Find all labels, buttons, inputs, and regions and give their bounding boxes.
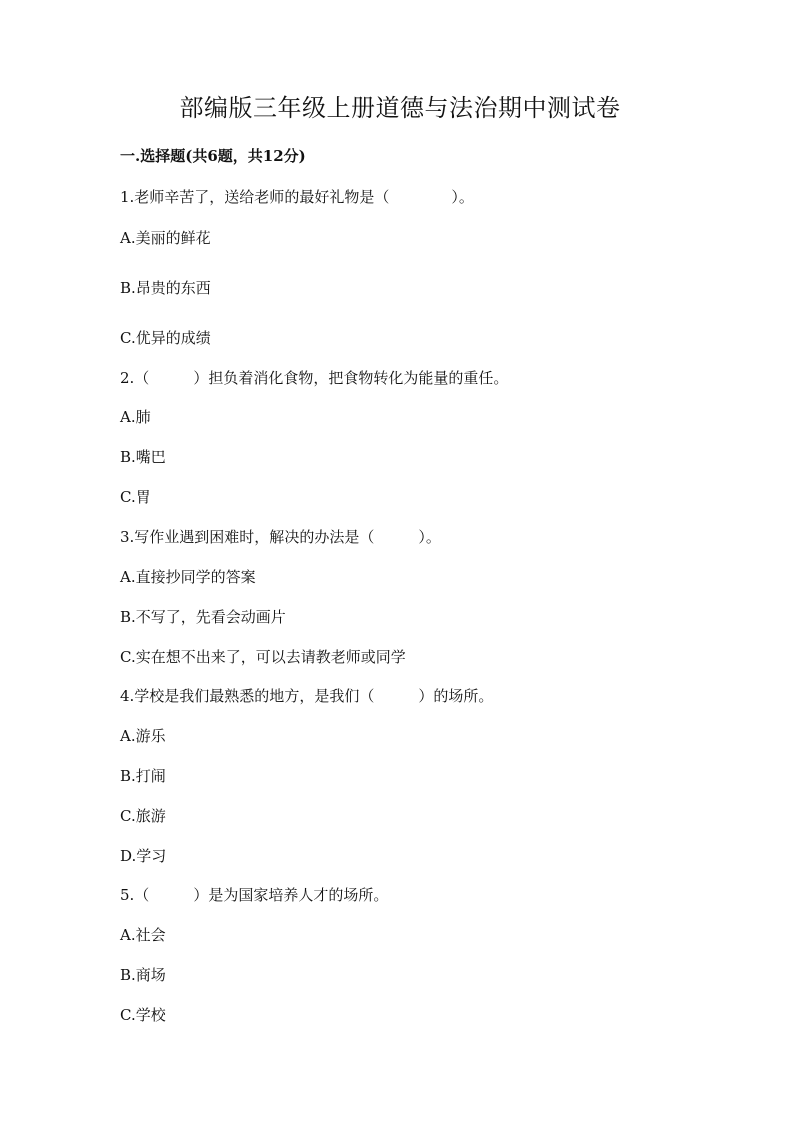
- question-stem-text: ）是为国家培养人才的场所。: [193, 886, 389, 904]
- question-2-option-a: A.肺: [120, 408, 151, 426]
- question-5-option-c: C.学校: [120, 1006, 166, 1024]
- question-stem-2: [120, 367, 508, 389]
- question-1-option-a: A.美丽的鲜花: [120, 229, 211, 247]
- question-stem-text: 2.（: [120, 369, 150, 387]
- question-5-option-a: A.社会: [120, 926, 166, 944]
- question-stem-text: 1.老师辛苦了，送给老师的最好礼物是（: [120, 188, 390, 206]
- question-1-option-b: B.昂贵的东西: [120, 279, 211, 297]
- question-4-option-c: C.旅游: [120, 807, 166, 825]
- section-heading: 一.选择题(共6题，共12分): [120, 147, 306, 165]
- question-stem-text: 5.（: [120, 886, 150, 904]
- question-1-option-c: C.优异的成绩: [120, 329, 211, 347]
- question-2-option-b: B.嘴巴: [120, 448, 166, 466]
- question-stem-4: [120, 685, 493, 707]
- question-3-option-c: C.实在想不出来了，可以去请教老师或同学: [120, 648, 406, 666]
- question-stem-text: ）。: [451, 188, 474, 206]
- question-stem-text: 3.写作业遇到困难时，解决的办法是（: [120, 528, 375, 546]
- question-5-option-b: B.商场: [120, 966, 166, 984]
- question-stem-3: [120, 526, 441, 548]
- question-stem-5: [120, 884, 388, 906]
- question-stem-text: 4.学校是我们最熟悉的地方，是我们（: [120, 687, 375, 705]
- question-4-option-d: D.学习: [120, 847, 167, 865]
- page-title: 部编版三年级上册道德与法治期中测试卷: [179, 94, 621, 122]
- question-4-option-a: A.游乐: [120, 727, 166, 745]
- question-stem-text: ）的场所。: [418, 687, 494, 705]
- question-2-option-c: C.胃: [120, 488, 151, 506]
- question-stem-text: ）。: [418, 528, 441, 546]
- question-3-option-a: A.直接抄同学的答案: [120, 568, 256, 586]
- question-stem-1: [120, 186, 474, 208]
- question-4-option-b: B.打闹: [120, 767, 166, 785]
- question-3-option-b: B.不写了，先看会动画片: [120, 608, 286, 626]
- question-stem-text: ）担负着消化食物，把食物转化为能量的重任。: [193, 369, 509, 387]
